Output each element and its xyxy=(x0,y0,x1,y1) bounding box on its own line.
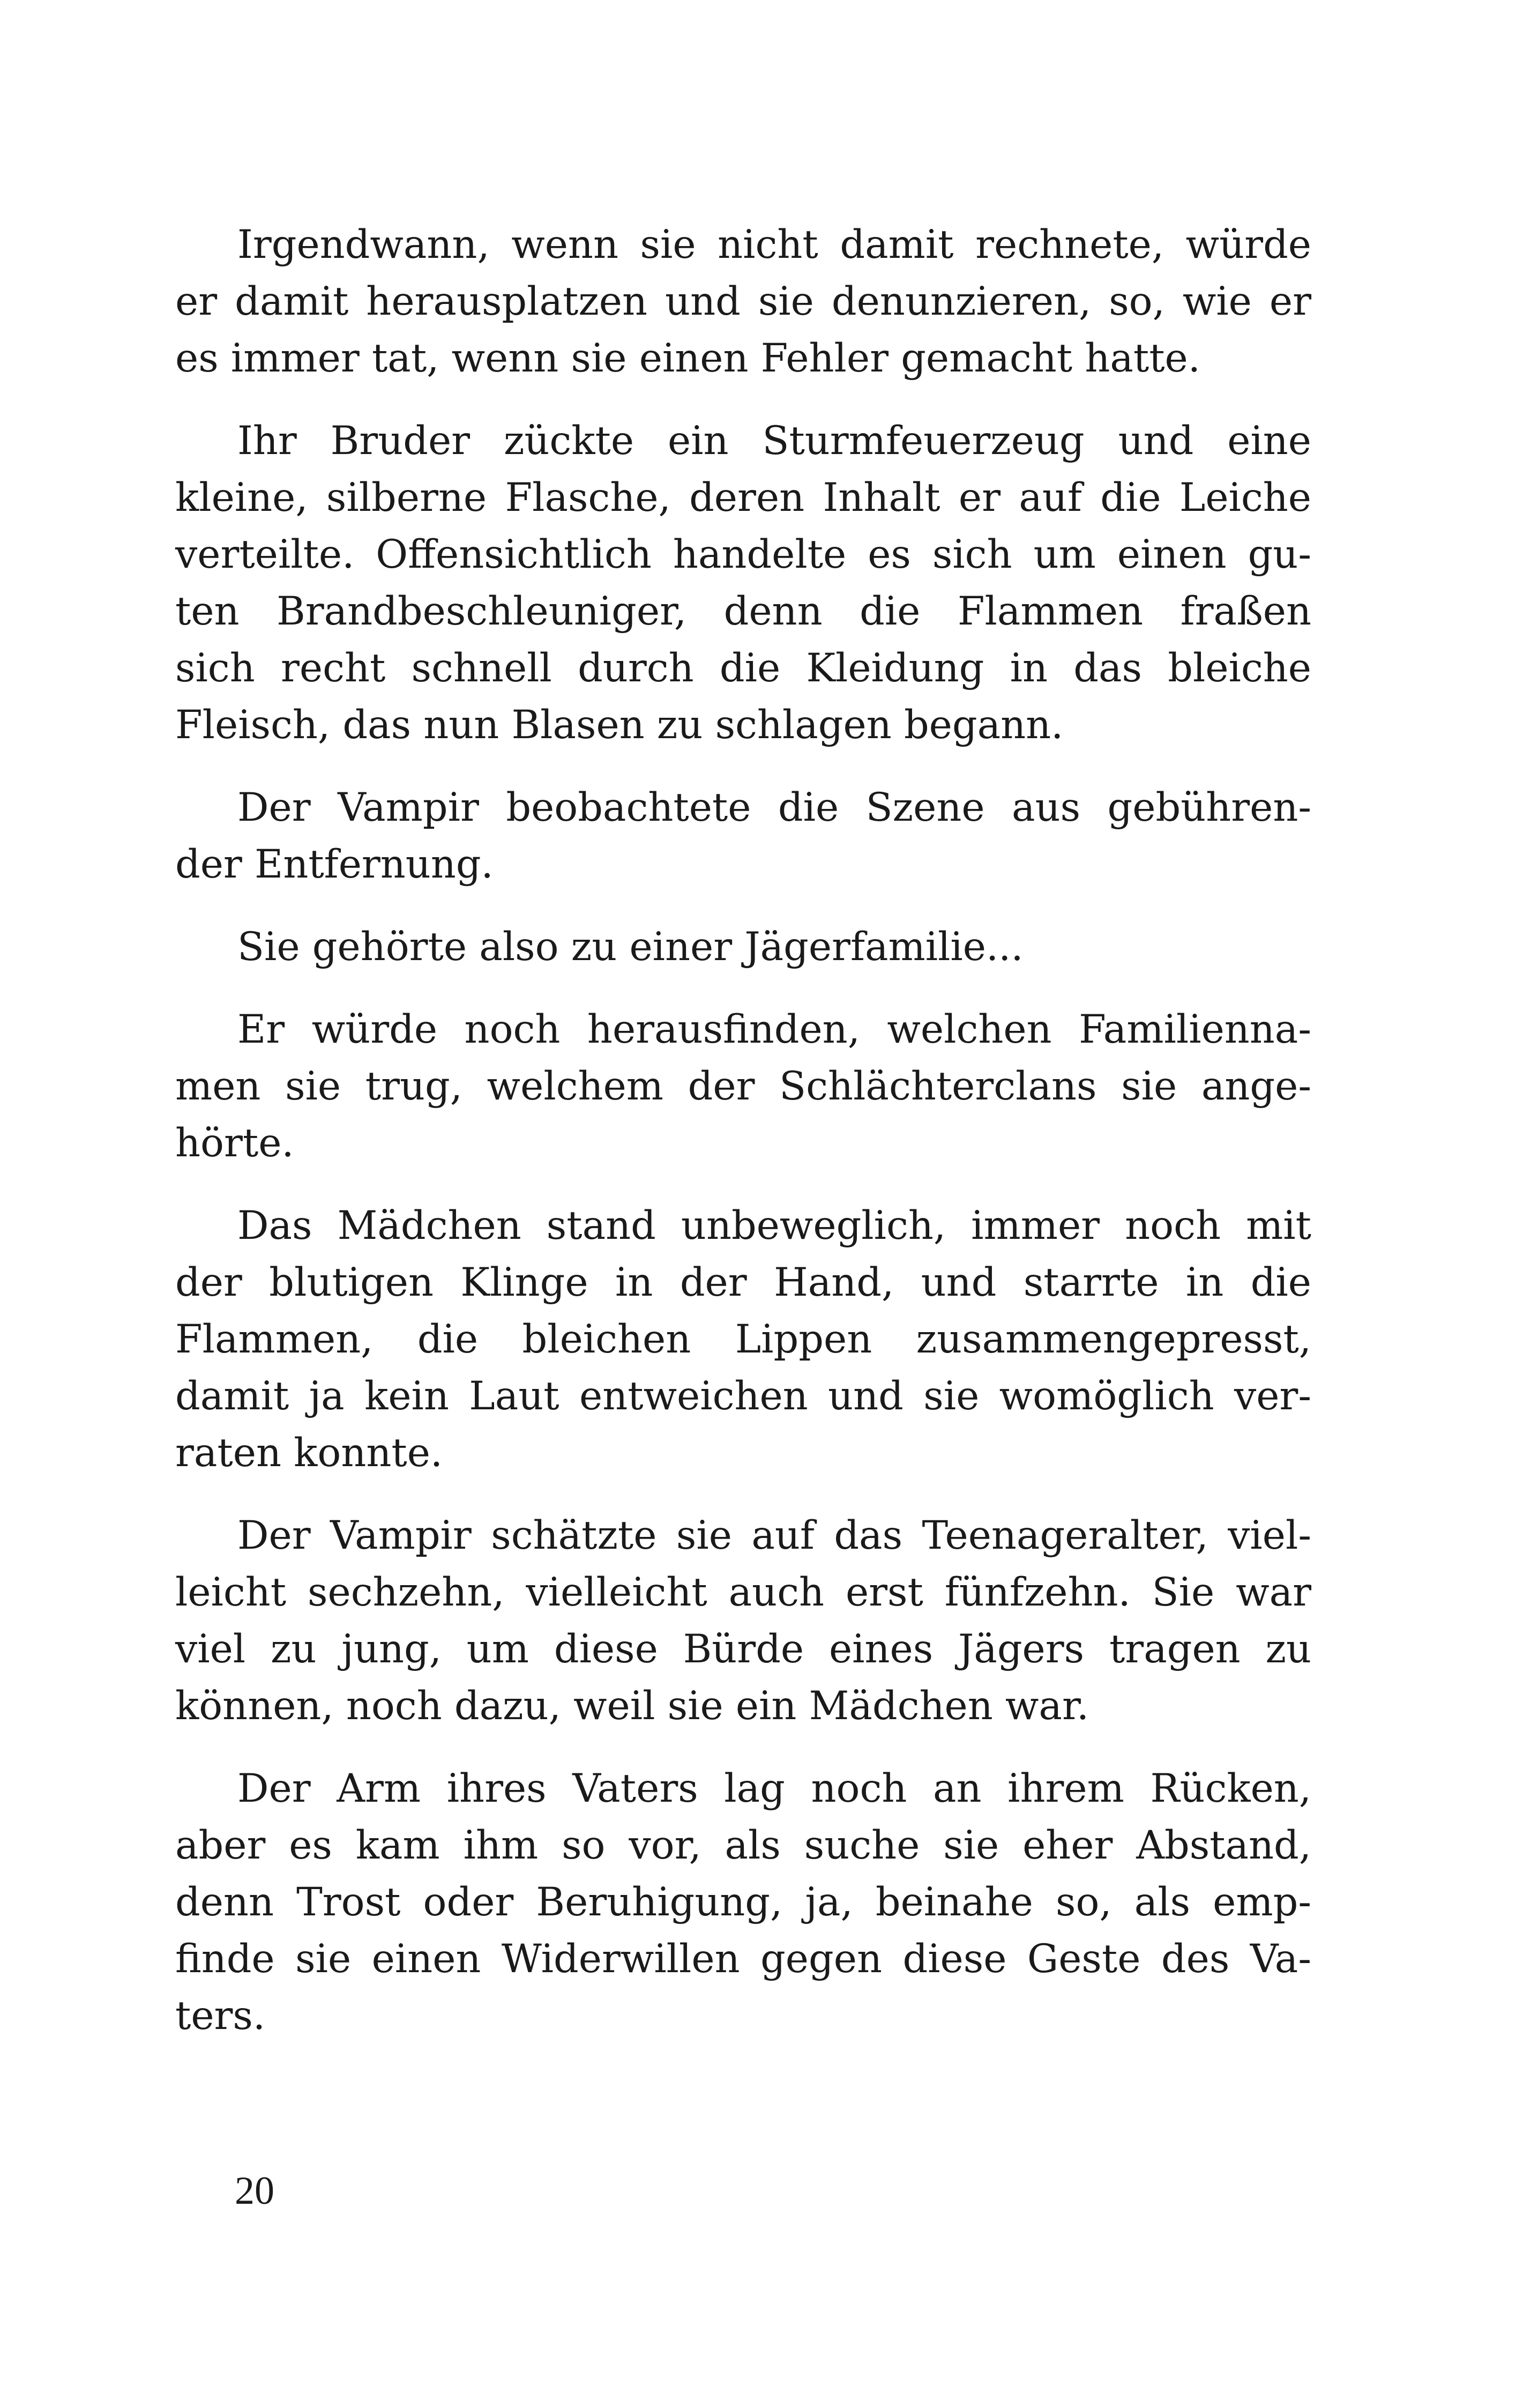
text-line: ters. xyxy=(175,1993,266,2039)
paragraph xyxy=(175,1507,1311,1735)
paragraph xyxy=(175,1760,1311,2045)
text-line: sich recht schnell durch die Kleidung in das bleiche xyxy=(175,645,1311,691)
text-line: damit ja kein Laut entweichen und sie womöglich ver- xyxy=(175,1373,1311,1419)
text-line: können, noch dazu, weil sie ein Mädchen war. xyxy=(175,1683,1089,1729)
text-line: hörte. xyxy=(175,1120,294,1166)
paragraph xyxy=(175,217,1311,387)
text-line: Ihr Bruder zückte ein Sturmfeuerzeug und eine xyxy=(237,418,1311,464)
text-line: Flammen, die bleichen Lippen zusammengepresst, xyxy=(175,1317,1311,1362)
paragraph xyxy=(175,1198,1311,1482)
text-line: Der Vampir schätzte sie auf das Teenageralter, viel- xyxy=(237,1513,1311,1558)
text-line: Das Mädchen stand unbeweglich, immer noch mit xyxy=(237,1203,1311,1248)
paragraph xyxy=(175,779,1311,893)
text-line: ten Brandbeschleuniger, denn die Flammen fraßen xyxy=(175,589,1311,634)
text-line: viel zu jung, um diese Bürde eines Jägers tragen zu xyxy=(175,1626,1311,1672)
text-line: finde sie einen Widerwillen gegen diese Geste des Va- xyxy=(175,1936,1311,1982)
paragraph xyxy=(175,1001,1311,1172)
paragraph xyxy=(175,919,1311,976)
text-line: der Entfernung. xyxy=(175,842,494,887)
body-text xyxy=(175,217,1311,2070)
text-line: raten konnte. xyxy=(175,1430,443,1476)
text-line: Irgendwann, wenn sie nicht damit rechnete, würde xyxy=(237,222,1311,267)
text-line: es immer tat, wenn sie einen Fehler gemacht hatte. xyxy=(175,336,1200,381)
text-line: Er würde noch herausfinden, welchen Familienna- xyxy=(237,1007,1311,1052)
text-line: denn Trost oder Beruhigung, ja, beinahe so, als emp- xyxy=(175,1879,1311,1925)
paragraph xyxy=(175,413,1311,754)
text-line: verteilte. Offensichtlich handelte es sich um einen gu- xyxy=(175,532,1311,577)
text-line: er damit herausplatzen und sie denunzieren, so, wie er xyxy=(175,279,1311,324)
page-number: 20 xyxy=(235,2169,274,2213)
text-line: kleine, silberne Flasche, deren Inhalt er auf die Leiche xyxy=(175,475,1311,521)
text-line: Der Vampir beobachtete die Szene aus gebühren- xyxy=(237,785,1311,830)
text-line: Fleisch, das nun Blasen zu schlagen begann. xyxy=(175,702,1064,748)
text-line: der blutigen Klinge in der Hand, und starrte in die xyxy=(175,1260,1311,1305)
text-line: Der Arm ihres Vaters lag noch an ihrem Rücken, xyxy=(237,1766,1311,1811)
text-line: aber es kam ihm so vor, als suche sie eher Abstand, xyxy=(175,1823,1311,1868)
text-line: leicht sechzehn, vielleicht auch erst fünfzehn. Sie war xyxy=(175,1570,1311,1615)
text-line: Sie gehörte also zu einer Jägerfamilie... xyxy=(237,924,1024,970)
text-line: men sie trug, welchem der Schlächterclans sie ange- xyxy=(175,1064,1311,1109)
